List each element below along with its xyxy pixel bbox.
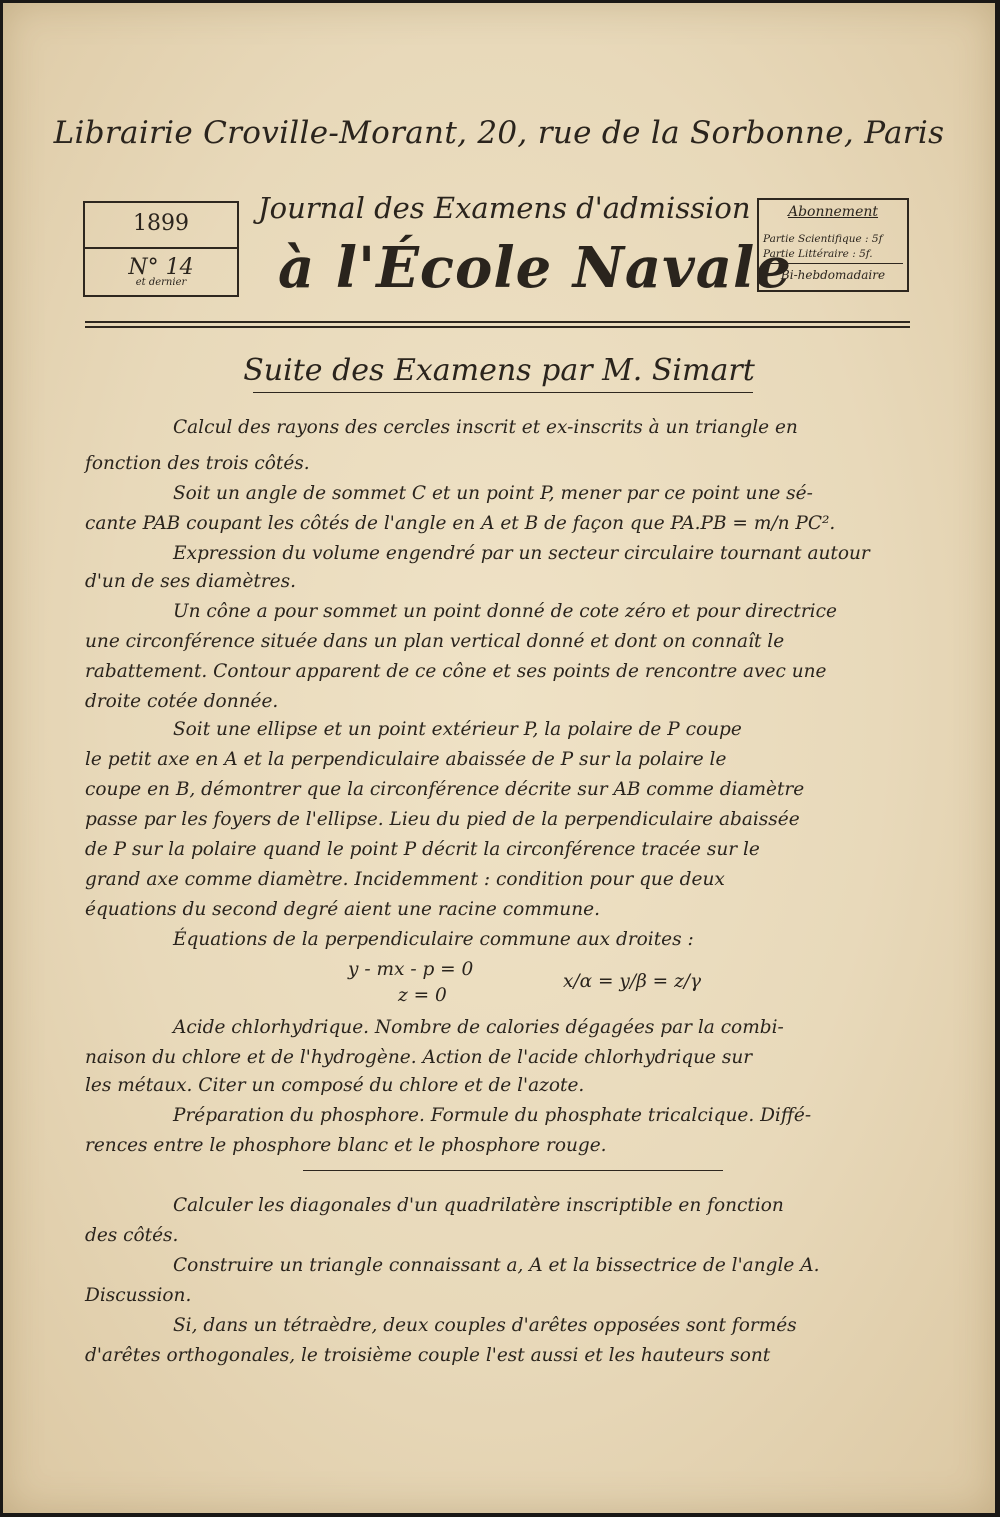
text-line: grand axe comme diamètre. Incidemment : condition pour que deux (85, 869, 725, 890)
text-line: Équations de la perpendiculaire commune aux droites : (173, 929, 694, 950)
subscription-literary: Partie Littéraire : 5f. (763, 248, 873, 260)
text-line: d'arêtes orthogonales, le troisième couple l'est aussi et les hauteurs sont (85, 1345, 771, 1366)
text-line: droite cotée donnée. (85, 691, 279, 712)
school-title: à l'École Navale (278, 235, 792, 301)
text-line: rabattement. Contour apparent de ce cône et ses points de rencontre avec une (85, 661, 827, 682)
subscription-frequency: Bi-hebdomadaire (780, 268, 886, 282)
text-line: les métaux. Citer un composé du chlore et de l'azote. (85, 1075, 585, 1096)
equation: y - mx - p = 0 (348, 959, 474, 980)
text-line: Préparation du phosphore. Formule du phosphate tricalcique. Diffé- (173, 1105, 812, 1126)
header-rule (85, 326, 910, 328)
text-line: de P sur la polaire quand le point P décrit la circonférence tracée sur le (85, 839, 760, 860)
text-line: Calcul des rayons des cercles inscrit et ex-inscrits à un triangle en (173, 417, 798, 438)
issue-box (83, 201, 239, 297)
issue-number: N° 14 (128, 255, 194, 280)
text-line: Expression du volume engendré par un secteur circulaire tournant autour (173, 543, 870, 564)
year: 1899 (133, 211, 189, 236)
header-rule (85, 321, 910, 323)
text-line: naison du chlore et de l'hydrogène. Action de l'acide chlorhydrique sur (85, 1047, 753, 1068)
publisher-line: Librairie Croville-Morant, 20, rue de la Sorbonne, Paris (53, 115, 945, 151)
text-line: cante PAB coupant les côtés de l'angle en A et B de façon que PA.PB = m/n PC². (85, 513, 836, 534)
text-line: rences entre le phosphore blanc et le phosphore rouge. (85, 1135, 607, 1156)
text-line: passe par les foyers de l'ellipse. Lieu du pied de la perpendiculaire abaissée (85, 809, 800, 830)
section-divider (303, 1170, 723, 1171)
text-line: Construire un triangle connaissant a, A et la bissectrice de l'angle A. (173, 1255, 820, 1276)
text-line: Calculer les diagonales d'un quadrilatère inscriptible en fonction (173, 1195, 784, 1216)
subscription-title: Abonnement (787, 204, 879, 220)
equation: z = 0 (398, 985, 447, 1006)
text-line: Discussion. (85, 1285, 192, 1306)
section-title: Suite des Examens par M. Simart (243, 353, 755, 388)
text-line: Soit un angle de sommet C et un point P, mener par ce point une sé- (173, 483, 813, 504)
text-line: fonction des trois côtés. (85, 453, 310, 474)
title-underline (253, 392, 753, 393)
issue-note: et dernier (135, 277, 187, 288)
text-line: une circonférence située dans un plan vertical donné et dont on connaît le (85, 631, 785, 652)
document-page (3, 3, 995, 1513)
text-line: coupe en B, démontrer que la circonférence décrite sur AB comme diamètre (85, 779, 805, 800)
text-line: Soit une ellipse et un point extérieur P, la polaire de P coupe (173, 719, 742, 740)
text-line: des côtés. (85, 1225, 179, 1246)
text-line: Si, dans un tétraèdre, deux couples d'arêtes opposées sont formés (173, 1315, 797, 1336)
journal-title: Journal des Examens d'admission (258, 191, 751, 225)
subscription-scientific: Partie Scientifique : 5f (763, 233, 883, 245)
text-line: Acide chlorhydrique. Nombre de calories dégagées par la combi- (173, 1017, 784, 1038)
equation: x/α = y/β = z/γ (563, 971, 702, 992)
text-line: Un cône a pour sommet un point donné de cote zéro et pour directrice (173, 601, 837, 622)
text-line: le petit axe en A et la perpendiculaire abaissée de P sur la polaire le (85, 749, 727, 770)
text-line: d'un de ses diamètres. (85, 571, 297, 592)
subscription-box (757, 198, 909, 292)
text-line: équations du second degré aient une racine commune. (85, 899, 600, 920)
